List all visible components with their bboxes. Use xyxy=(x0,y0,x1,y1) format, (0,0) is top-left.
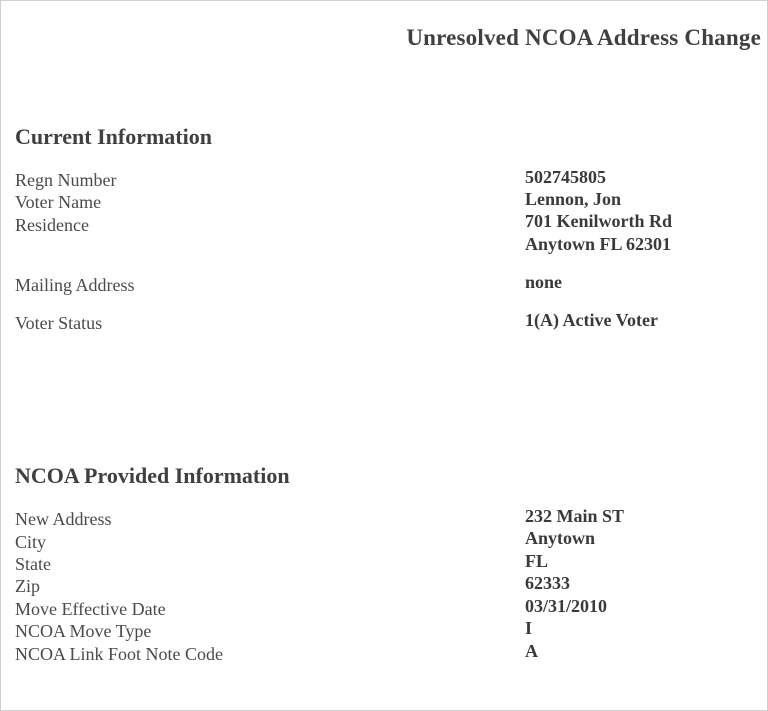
ncoa-move-type-value: I xyxy=(525,618,533,638)
ncoa-information-heading: NCOA Provided Information xyxy=(15,463,290,488)
regn-number-value: 502745805 xyxy=(525,167,606,187)
ncoa-footnote-code-value: A xyxy=(525,641,538,661)
residence-label: Residence xyxy=(15,215,89,235)
residence-line1-value: 701 Kenilworth Rd xyxy=(525,211,673,231)
ncoa-move-type-label: NCOA Move Type xyxy=(15,621,152,641)
regn-number-label: Regn Number xyxy=(15,170,117,190)
state-value: FL xyxy=(525,551,549,571)
mailing-address-value: none xyxy=(525,272,563,292)
mailing-address-label: Mailing Address xyxy=(15,275,135,295)
new-address-label: New Address xyxy=(15,509,112,529)
current-information-heading: Current Information xyxy=(15,124,212,149)
voter-name-label: Voter Name xyxy=(15,192,102,212)
city-value: Anytown xyxy=(525,528,596,548)
move-effective-date-label: Move Effective Date xyxy=(15,599,166,619)
city-label: City xyxy=(15,532,47,552)
new-address-value: 232 Main ST xyxy=(525,506,625,526)
voter-status-label: Voter Status xyxy=(15,313,103,333)
zip-value: 62333 xyxy=(525,573,570,593)
residence-line2-value: Anytown FL 62301 xyxy=(525,234,672,254)
voter-name-value: Lennon, Jon xyxy=(525,189,622,209)
ncoa-footnote-code-label: NCOA Link Foot Note Code xyxy=(15,644,224,664)
zip-label: Zip xyxy=(15,576,40,596)
state-label: State xyxy=(15,554,51,574)
voter-status-value: 1(A) Active Voter xyxy=(525,310,658,330)
move-effective-date-value: 03/31/2010 xyxy=(525,596,608,616)
document-title: Unresolved NCOA Address Change xyxy=(406,25,761,50)
